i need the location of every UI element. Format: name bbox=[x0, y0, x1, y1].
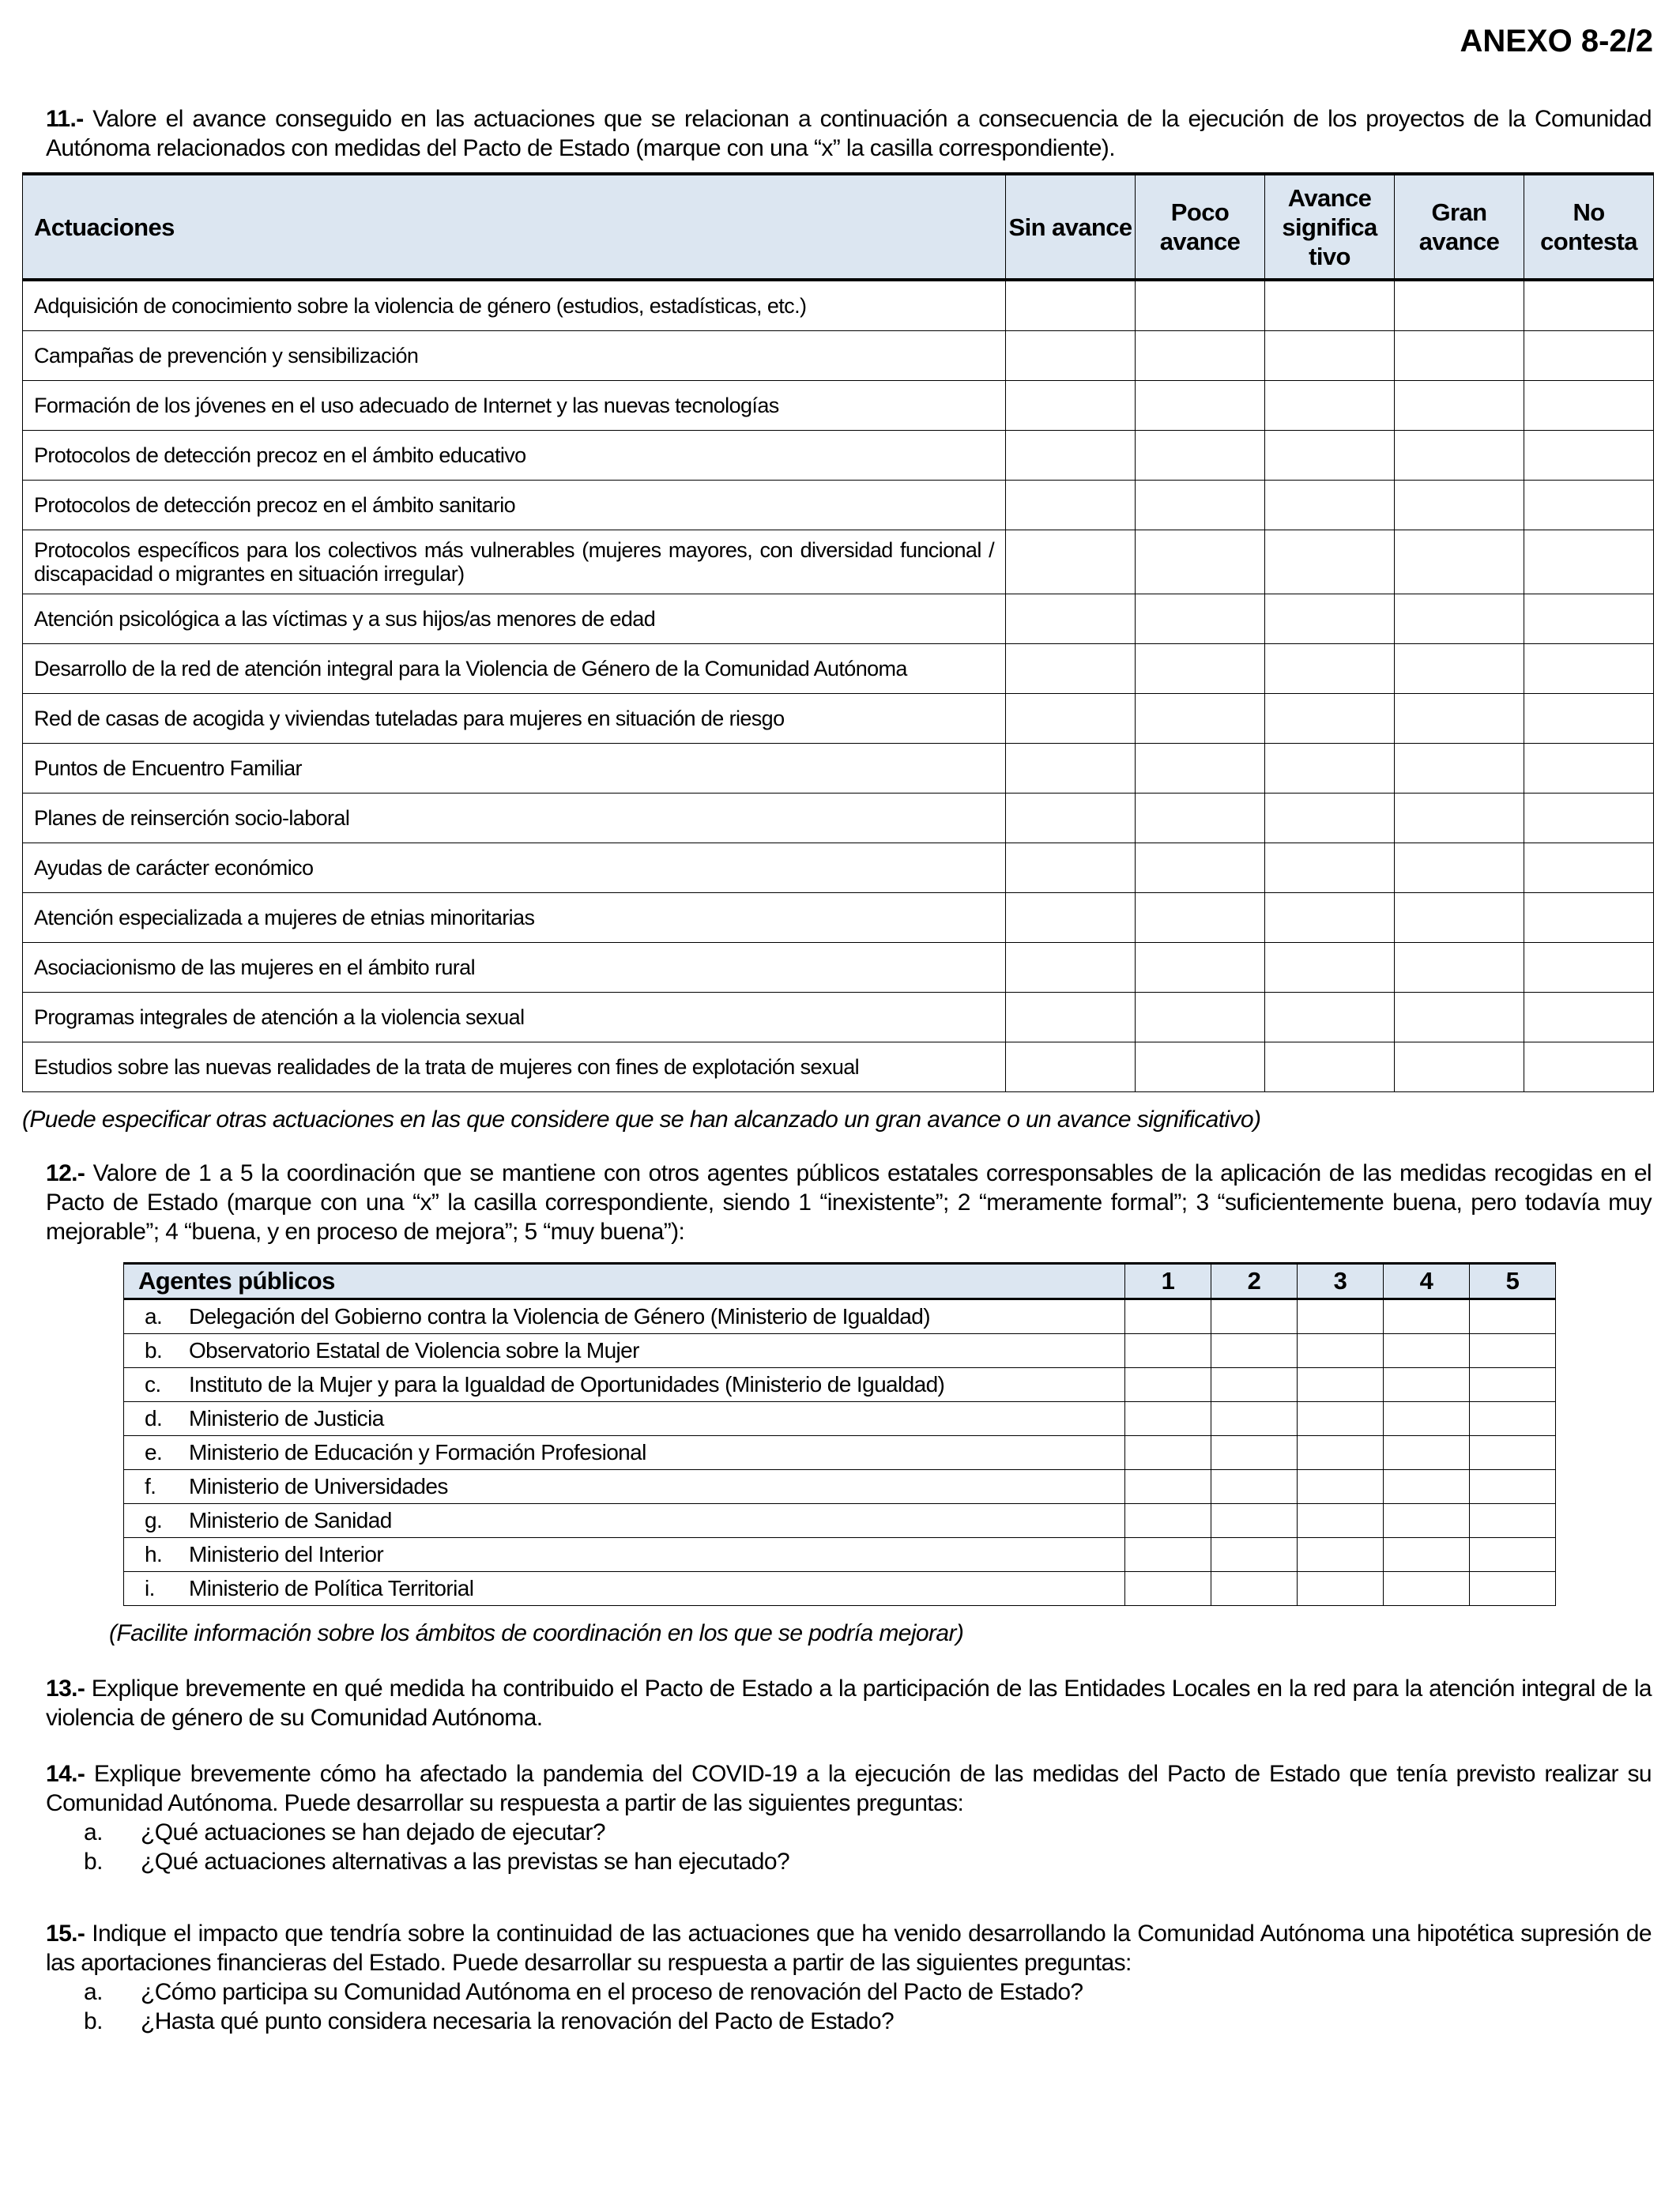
checkbox-cell[interactable] bbox=[1395, 530, 1524, 594]
checkbox-cell[interactable] bbox=[1524, 843, 1654, 893]
checkbox-cell[interactable] bbox=[1265, 993, 1395, 1042]
checkbox-cell[interactable] bbox=[1395, 893, 1524, 943]
rating-cell[interactable] bbox=[1298, 1470, 1384, 1504]
agente-name: Ministerio de Justicia bbox=[189, 1406, 384, 1431]
checkbox-cell[interactable] bbox=[1265, 893, 1395, 943]
checkbox-cell[interactable] bbox=[1395, 943, 1524, 993]
question-13 bbox=[46, 1674, 1652, 1732]
rating-cell[interactable] bbox=[1384, 1299, 1470, 1334]
rating-cell[interactable] bbox=[1470, 1538, 1556, 1572]
checkbox-cell[interactable] bbox=[1524, 431, 1654, 481]
checkbox-cell[interactable] bbox=[1006, 744, 1136, 794]
header-5: 5 bbox=[1470, 1264, 1556, 1299]
header-1: 1 bbox=[1125, 1264, 1211, 1299]
rating-cell[interactable] bbox=[1211, 1299, 1298, 1334]
checkbox-cell[interactable] bbox=[1136, 530, 1265, 594]
rating-cell[interactable] bbox=[1125, 1538, 1211, 1572]
question-number: 12.- bbox=[46, 1160, 85, 1186]
actuacion-label: Protocolos de detección precoz en el ámbito educativo bbox=[23, 431, 1006, 481]
rating-cell[interactable] bbox=[1384, 1436, 1470, 1470]
agente-label bbox=[124, 1572, 1125, 1606]
table-row bbox=[124, 1368, 1556, 1402]
table-header bbox=[124, 1264, 1556, 1299]
header-4: 4 bbox=[1384, 1264, 1470, 1299]
checkbox-cell[interactable] bbox=[1006, 843, 1136, 893]
checkbox-cell[interactable] bbox=[1265, 431, 1395, 481]
rating-cell[interactable] bbox=[1298, 1299, 1384, 1334]
checkbox-cell[interactable] bbox=[1136, 794, 1265, 843]
rating-cell[interactable] bbox=[1470, 1572, 1556, 1606]
actuacion-label: Adquisición de conocimiento sobre la violencia de género (estudios, estadísticas, etc.) bbox=[23, 280, 1006, 331]
checkbox-cell[interactable] bbox=[1524, 481, 1654, 530]
list-marker: c. bbox=[145, 1372, 161, 1397]
actuacion-label: Atención especializada a mujeres de etnias minoritarias bbox=[23, 893, 1006, 943]
checkbox-cell[interactable] bbox=[1136, 644, 1265, 694]
checkbox-cell[interactable] bbox=[1006, 530, 1136, 594]
checkbox-cell[interactable] bbox=[1136, 481, 1265, 530]
checkbox-cell[interactable] bbox=[1136, 594, 1265, 644]
actuacion-label: Planes de reinserción socio-laboral bbox=[23, 794, 1006, 843]
table-row bbox=[124, 1504, 1556, 1538]
header-gran-avance: Gran avance bbox=[1395, 174, 1524, 280]
actuacion-label: Ayudas de carácter económico bbox=[23, 843, 1006, 893]
list-marker: b. bbox=[84, 1849, 103, 1875]
checkbox-cell[interactable] bbox=[1524, 594, 1654, 644]
checkbox-cell[interactable] bbox=[1524, 943, 1654, 993]
agente-label bbox=[124, 1538, 1125, 1572]
table-row bbox=[124, 1538, 1556, 1572]
actuacion-label: Asociacionismo de las mujeres en el ámbito rural bbox=[23, 943, 1006, 993]
actuacion-label: Atención psicológica a las víctimas y a sus hijos/as menores de edad bbox=[23, 594, 1006, 644]
rating-cell[interactable] bbox=[1470, 1436, 1556, 1470]
checkbox-cell[interactable] bbox=[1524, 530, 1654, 594]
checkbox-cell[interactable] bbox=[1006, 943, 1136, 993]
rating-cell[interactable] bbox=[1211, 1538, 1298, 1572]
annex-title: ANEXO 8-2/2 bbox=[1460, 24, 1653, 58]
actuacion-label: Formación de los jóvenes en el uso adecuado de Internet y las nuevas tecnologías bbox=[23, 381, 1006, 431]
list-marker: a. bbox=[145, 1304, 163, 1329]
checkbox-cell[interactable] bbox=[1136, 280, 1265, 331]
rating-cell[interactable] bbox=[1298, 1538, 1384, 1572]
checkbox-cell[interactable] bbox=[1395, 331, 1524, 381]
checkbox-cell[interactable] bbox=[1524, 644, 1654, 694]
rating-cell[interactable] bbox=[1298, 1504, 1384, 1538]
checkbox-cell[interactable] bbox=[1265, 381, 1395, 431]
checkbox-cell[interactable] bbox=[1265, 644, 1395, 694]
rating-cell[interactable] bbox=[1470, 1368, 1556, 1402]
list-marker: b. bbox=[84, 2008, 103, 2034]
agente-label bbox=[124, 1368, 1125, 1402]
checkbox-cell[interactable] bbox=[1136, 431, 1265, 481]
agente-name: Ministerio del Interior bbox=[189, 1542, 384, 1566]
list-item bbox=[46, 2007, 1652, 2036]
rating-cell[interactable] bbox=[1298, 1334, 1384, 1368]
table-row bbox=[23, 694, 1654, 744]
checkbox-cell[interactable] bbox=[1395, 594, 1524, 644]
list-marker: a. bbox=[84, 1819, 103, 1845]
checkbox-cell[interactable] bbox=[1006, 993, 1136, 1042]
table-row bbox=[23, 594, 1654, 644]
table-row bbox=[124, 1470, 1556, 1504]
checkbox-cell[interactable] bbox=[1136, 744, 1265, 794]
agente-label bbox=[124, 1402, 1125, 1436]
table-row bbox=[23, 943, 1654, 993]
agente-name: Ministerio de Educación y Formación Profesional bbox=[189, 1440, 646, 1465]
list-marker: h. bbox=[145, 1542, 163, 1566]
checkbox-cell[interactable] bbox=[1265, 1042, 1395, 1092]
q12-note: (Facilite información sobre los ámbitos de coordinación en los que se podría mejorar) bbox=[109, 1620, 964, 1646]
header-poco-avance: Poco avance bbox=[1136, 174, 1265, 280]
question-number: 11.- bbox=[46, 106, 84, 132]
list-text: ¿Hasta qué punto considera necesaria la renovación del Pacto de Estado? bbox=[141, 2008, 895, 2034]
checkbox-cell[interactable] bbox=[1265, 694, 1395, 744]
question-text: Valore de 1 a 5 la coordinación que se mantiene con otros agentes públicos estatales corresponsables de la aplicación de las medidas recogidas en el Pacto de Estado (marque con una “x” la casilla correspondiente, siendo 1 “inexistente”; 2 “meramente formal”; 3 “suficientemente buena, pero todavía muy mejorable”; 4 “buena, y en proceso de mejora”; 5 “muy buena”): bbox=[46, 1160, 1652, 1245]
question-number: 14.- bbox=[46, 1761, 85, 1787]
checkbox-cell[interactable] bbox=[1136, 943, 1265, 993]
rating-cell[interactable] bbox=[1125, 1299, 1211, 1334]
checkbox-cell[interactable] bbox=[1136, 1042, 1265, 1092]
rating-cell[interactable] bbox=[1211, 1504, 1298, 1538]
checkbox-cell[interactable] bbox=[1136, 843, 1265, 893]
checkbox-cell[interactable] bbox=[1524, 794, 1654, 843]
list-marker: b. bbox=[145, 1338, 163, 1363]
rating-cell[interactable] bbox=[1470, 1334, 1556, 1368]
question-text: Explique brevemente en qué medida ha contribuido el Pacto de Estado a la participación de las Entidades Locales en la red para la atención integral de la violencia de género de su Comunidad Autónoma. bbox=[46, 1676, 1652, 1731]
checkbox-cell[interactable] bbox=[1395, 431, 1524, 481]
agente-name: Observatorio Estatal de Violencia sobre la Mujer bbox=[189, 1338, 639, 1363]
checkbox-cell[interactable] bbox=[1265, 943, 1395, 993]
rating-cell[interactable] bbox=[1125, 1504, 1211, 1538]
header-no-contesta: No contesta bbox=[1524, 174, 1654, 280]
rating-cell[interactable] bbox=[1125, 1334, 1211, 1368]
list-marker: a. bbox=[84, 1979, 103, 2005]
list-item bbox=[46, 1977, 1652, 2007]
checkbox-cell[interactable] bbox=[1006, 381, 1136, 431]
question-11 bbox=[46, 104, 1652, 163]
rating-cell[interactable] bbox=[1384, 1334, 1470, 1368]
checkbox-cell[interactable] bbox=[1395, 280, 1524, 331]
rating-cell[interactable] bbox=[1384, 1402, 1470, 1436]
actuacion-label: Puntos de Encuentro Familiar bbox=[23, 744, 1006, 794]
header-actuaciones: Actuaciones bbox=[23, 174, 1006, 280]
header-3: 3 bbox=[1298, 1264, 1384, 1299]
checkbox-cell[interactable] bbox=[1136, 331, 1265, 381]
checkbox-cell[interactable] bbox=[1136, 993, 1265, 1042]
question-number: 15.- bbox=[46, 1921, 85, 1947]
list-text: ¿Qué actuaciones alternativas a las previstas se han ejecutado? bbox=[141, 1849, 790, 1875]
table-row bbox=[23, 794, 1654, 843]
table-row bbox=[124, 1572, 1556, 1606]
question-14 bbox=[46, 1759, 1652, 1876]
checkbox-cell[interactable] bbox=[1524, 744, 1654, 794]
question-text: Explique brevemente cómo ha afectado la pandemia del COVID-19 a la ejecución de las medidas del Pacto de Estado que tenía previsto realizar su Comunidad Autónoma. Puede desarrollar su respuesta a partir de las siguientes preguntas: bbox=[46, 1761, 1652, 1816]
checkbox-cell[interactable] bbox=[1006, 594, 1136, 644]
checkbox-cell[interactable] bbox=[1395, 794, 1524, 843]
rating-cell[interactable] bbox=[1470, 1470, 1556, 1504]
checkbox-cell[interactable] bbox=[1265, 280, 1395, 331]
checkbox-cell[interactable] bbox=[1006, 794, 1136, 843]
checkbox-cell[interactable] bbox=[1395, 843, 1524, 893]
agente-name: Ministerio de Universidades bbox=[189, 1474, 448, 1498]
actuacion-label: Programas integrales de atención a la violencia sexual bbox=[23, 993, 1006, 1042]
list-marker: g. bbox=[145, 1508, 163, 1532]
table-row bbox=[23, 644, 1654, 694]
rating-cell[interactable] bbox=[1211, 1368, 1298, 1402]
rating-cell[interactable] bbox=[1211, 1572, 1298, 1606]
checkbox-cell[interactable] bbox=[1265, 843, 1395, 893]
checkbox-cell[interactable] bbox=[1395, 1042, 1524, 1092]
rating-cell[interactable] bbox=[1384, 1572, 1470, 1606]
table-row bbox=[23, 331, 1654, 381]
question-text: Valore el avance conseguido en las actuaciones que se relacionan a continuación a consecuencia de la ejecución de los proyectos de la Comunidad Autónoma relacionados con medidas del Pacto de Estado (marque con una “x” la casilla correspondiente). bbox=[46, 106, 1652, 161]
table-row bbox=[23, 993, 1654, 1042]
table-row bbox=[23, 893, 1654, 943]
rating-cell[interactable] bbox=[1384, 1470, 1470, 1504]
rating-cell[interactable] bbox=[1470, 1504, 1556, 1538]
checkbox-cell[interactable] bbox=[1136, 893, 1265, 943]
checkbox-cell[interactable] bbox=[1395, 381, 1524, 431]
checkbox-cell[interactable] bbox=[1395, 694, 1524, 744]
checkbox-cell[interactable] bbox=[1006, 644, 1136, 694]
checkbox-cell[interactable] bbox=[1006, 331, 1136, 381]
agente-label bbox=[124, 1504, 1125, 1538]
rating-cell[interactable] bbox=[1384, 1504, 1470, 1538]
checkbox-cell[interactable] bbox=[1006, 694, 1136, 744]
agente-label bbox=[124, 1299, 1125, 1334]
rating-cell[interactable] bbox=[1125, 1368, 1211, 1402]
header-2: 2 bbox=[1211, 1264, 1298, 1299]
checkbox-cell[interactable] bbox=[1265, 594, 1395, 644]
checkbox-cell[interactable] bbox=[1265, 530, 1395, 594]
rating-cell[interactable] bbox=[1470, 1402, 1556, 1436]
checkbox-cell[interactable] bbox=[1524, 893, 1654, 943]
agente-label bbox=[124, 1436, 1125, 1470]
actuacion-label: Red de casas de acogida y viviendas tuteladas para mujeres en situación de riesgo bbox=[23, 694, 1006, 744]
agente-label bbox=[124, 1470, 1125, 1504]
checkbox-cell[interactable] bbox=[1006, 1042, 1136, 1092]
header-avance-significativo: Avance significa tivo bbox=[1265, 174, 1395, 280]
checkbox-cell[interactable] bbox=[1006, 431, 1136, 481]
table-row bbox=[23, 431, 1654, 481]
agente-label bbox=[124, 1334, 1125, 1368]
rating-cell[interactable] bbox=[1211, 1436, 1298, 1470]
table-row bbox=[23, 744, 1654, 794]
table-row bbox=[124, 1334, 1556, 1368]
rating-cell[interactable] bbox=[1211, 1334, 1298, 1368]
checkbox-cell[interactable] bbox=[1006, 893, 1136, 943]
rating-cell[interactable] bbox=[1125, 1572, 1211, 1606]
checkbox-cell[interactable] bbox=[1006, 481, 1136, 530]
rating-cell[interactable] bbox=[1298, 1368, 1384, 1402]
checkbox-cell[interactable] bbox=[1524, 694, 1654, 744]
rating-cell[interactable] bbox=[1298, 1402, 1384, 1436]
question-12 bbox=[46, 1159, 1652, 1246]
table-row bbox=[124, 1299, 1556, 1334]
list-marker: i. bbox=[145, 1576, 155, 1600]
header-agentes: Agentes públicos bbox=[124, 1264, 1125, 1299]
checkbox-cell[interactable] bbox=[1265, 481, 1395, 530]
question-text: Indique el impacto que tendría sobre la continuidad de las actuaciones que ha venido desarrollando la Comunidad Autónoma una hipotética supresión de las aportaciones financieras del Estado. Puede desarrollar su respuesta a partir de las siguientes preguntas: bbox=[46, 1921, 1652, 1976]
q11-note: (Puede especificar otras actuaciones en las que considere que se han alcanzado un gran avance o un avance significativo) bbox=[22, 1106, 1261, 1133]
agente-name: Ministerio de Política Territorial bbox=[189, 1576, 474, 1600]
question-number: 13.- bbox=[46, 1676, 85, 1702]
list-marker: f. bbox=[145, 1474, 156, 1498]
rating-cell[interactable] bbox=[1125, 1402, 1211, 1436]
checkbox-cell[interactable] bbox=[1006, 280, 1136, 331]
checkbox-cell[interactable] bbox=[1265, 794, 1395, 843]
list-marker: d. bbox=[145, 1406, 163, 1431]
actuacion-label: Protocolos específicos para los colectivos más vulnerables (mujeres mayores, con diversidad funcional / discapacidad o migrantes en situación irregular) bbox=[23, 530, 1006, 594]
checkbox-cell[interactable] bbox=[1524, 280, 1654, 331]
checkbox-cell[interactable] bbox=[1395, 744, 1524, 794]
actuacion-label: Campañas de prevención y sensibilización bbox=[23, 331, 1006, 381]
list-item bbox=[46, 1847, 1652, 1876]
checkbox-cell[interactable] bbox=[1395, 481, 1524, 530]
rating-cell[interactable] bbox=[1298, 1572, 1384, 1606]
actuacion-label: Estudios sobre las nuevas realidades de la trata de mujeres con fines de explotación sexual bbox=[23, 1042, 1006, 1092]
checkbox-cell[interactable] bbox=[1265, 331, 1395, 381]
table-row bbox=[23, 1042, 1654, 1092]
table-row bbox=[124, 1436, 1556, 1470]
actuacion-label: Protocolos de detección precoz en el ámbito sanitario bbox=[23, 481, 1006, 530]
agente-name: Delegación del Gobierno contra la Violencia de Género (Ministerio de Igualdad) bbox=[189, 1304, 930, 1329]
checkbox-cell[interactable] bbox=[1524, 331, 1654, 381]
question-15 bbox=[46, 1919, 1652, 2036]
table-row bbox=[23, 481, 1654, 530]
table-row bbox=[23, 381, 1654, 431]
agente-name: Ministerio de Sanidad bbox=[189, 1508, 392, 1532]
rating-cell[interactable] bbox=[1125, 1436, 1211, 1470]
table-row bbox=[23, 530, 1654, 594]
rating-cell[interactable] bbox=[1384, 1538, 1470, 1572]
agentes-table bbox=[123, 1262, 1556, 1606]
header-sin-avance: Sin avance bbox=[1006, 174, 1136, 280]
agente-name: Instituto de la Mujer y para la Igualdad de Oportunidades (Ministerio de Igualdad) bbox=[189, 1372, 945, 1397]
actuacion-label: Desarrollo de la red de atención integral para la Violencia de Género de la Comunidad Autónoma bbox=[23, 644, 1006, 694]
list-marker: e. bbox=[145, 1440, 163, 1465]
checkbox-cell[interactable] bbox=[1265, 744, 1395, 794]
rating-cell[interactable] bbox=[1384, 1368, 1470, 1402]
rating-cell[interactable] bbox=[1470, 1299, 1556, 1334]
checkbox-cell[interactable] bbox=[1136, 694, 1265, 744]
checkbox-cell[interactable] bbox=[1136, 381, 1265, 431]
rating-cell[interactable] bbox=[1211, 1470, 1298, 1504]
rating-cell[interactable] bbox=[1125, 1470, 1211, 1504]
table-row bbox=[23, 280, 1654, 331]
checkbox-cell[interactable] bbox=[1395, 993, 1524, 1042]
table-header bbox=[23, 174, 1654, 280]
list-item bbox=[46, 1818, 1652, 1847]
table-row bbox=[124, 1402, 1556, 1436]
rating-cell[interactable] bbox=[1298, 1436, 1384, 1470]
checkbox-cell[interactable] bbox=[1524, 381, 1654, 431]
list-text: ¿Qué actuaciones se han dejado de ejecutar? bbox=[141, 1819, 605, 1845]
actuaciones-table bbox=[22, 172, 1654, 1092]
checkbox-cell[interactable] bbox=[1524, 1042, 1654, 1092]
list-text: ¿Cómo participa su Comunidad Autónoma en el proceso de renovación del Pacto de Estado? bbox=[141, 1979, 1083, 2005]
table-row bbox=[23, 843, 1654, 893]
rating-cell[interactable] bbox=[1211, 1402, 1298, 1436]
checkbox-cell[interactable] bbox=[1395, 644, 1524, 694]
checkbox-cell[interactable] bbox=[1524, 993, 1654, 1042]
